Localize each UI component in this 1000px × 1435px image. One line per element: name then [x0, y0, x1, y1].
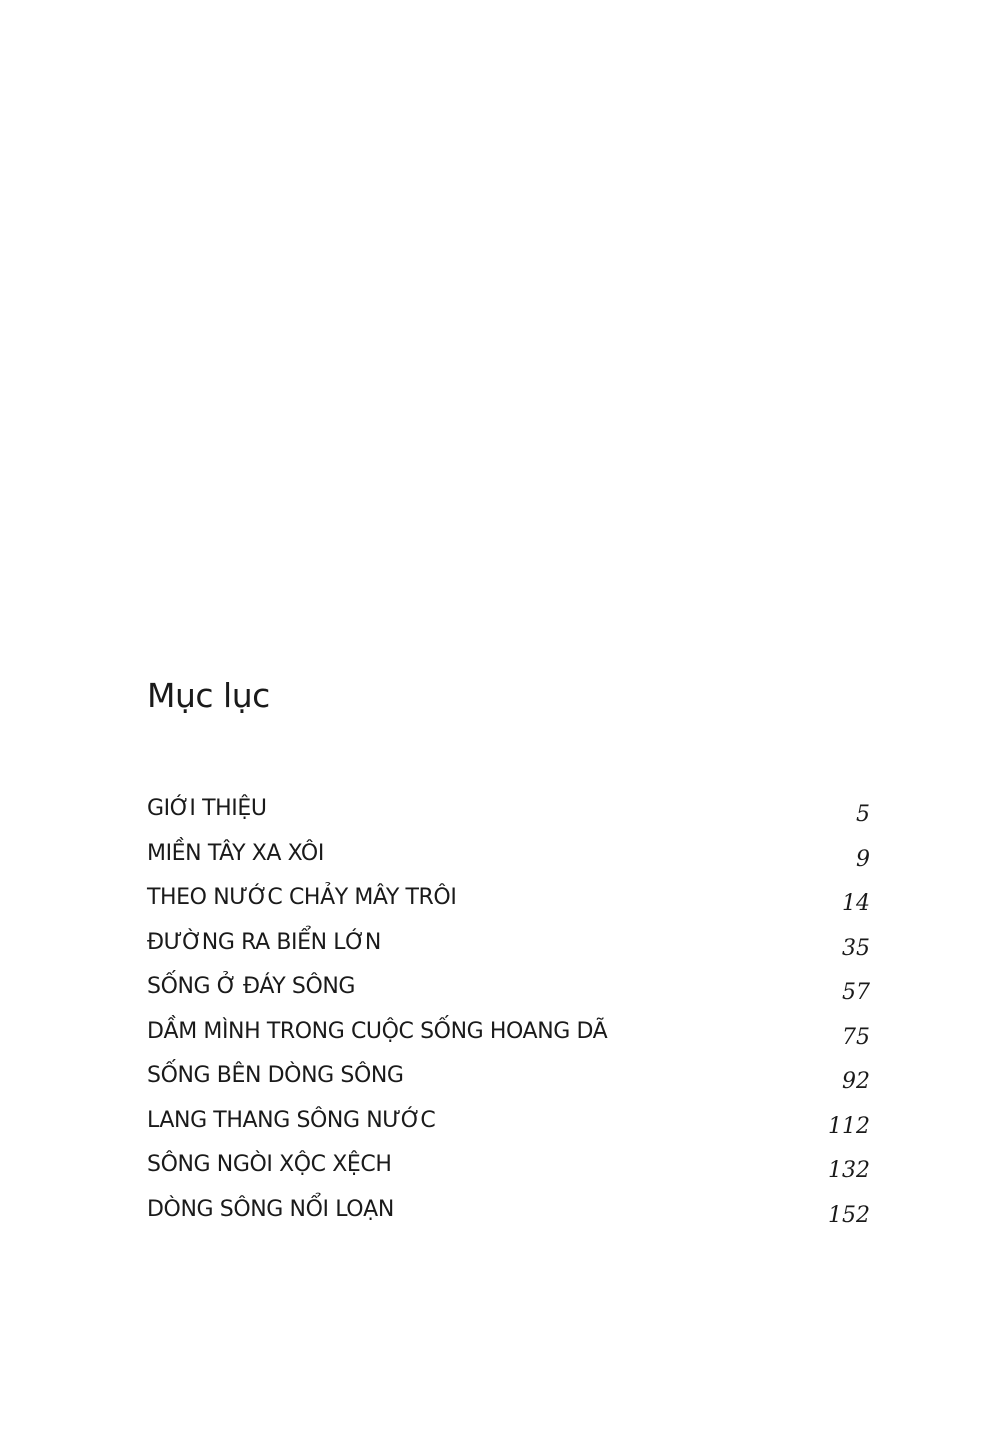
- toc-entry: [147, 1104, 870, 1149]
- toc-entry: [147, 792, 870, 837]
- toc-entry: [147, 1015, 870, 1060]
- toc-entry-title: MIỀN TÂY XA XÔI: [147, 840, 324, 866]
- toc-entry-page-number: 75: [842, 1024, 870, 1050]
- toc-entry: [147, 1059, 870, 1104]
- toc-entry-title: SÔNG NGÒI XỘC XỆCH: [147, 1152, 392, 1177]
- toc-entry: [147, 837, 870, 882]
- toc-entry-page-number: 92: [842, 1069, 870, 1094]
- toc-entry-page-number: 14: [842, 891, 870, 916]
- toc-entry-title: DẦM MÌNH TRONG CUỘC SỐNG HOANG DÃ: [147, 1018, 608, 1044]
- table-of-contents: [147, 672, 870, 1228]
- toc-entry-page-number: 5: [856, 802, 870, 827]
- toc-entry: [147, 1193, 870, 1238]
- toc-entry-title: GIỚI THIỆU: [147, 796, 267, 821]
- toc-entry: [147, 1148, 870, 1193]
- toc-entry-page-number: 9: [856, 846, 870, 872]
- toc-list: [147, 792, 870, 1237]
- toc-entry: [147, 881, 870, 926]
- toc-entry: [147, 926, 870, 971]
- toc-entry: [147, 970, 870, 1015]
- toc-entry-page-number: 132: [828, 1158, 870, 1183]
- toc-entry-title: THEO NƯỚC CHẢY MÂY TRÔI: [147, 885, 457, 910]
- toc-entry-page-number: 57: [842, 980, 870, 1005]
- toc-title: Mục lục: [147, 676, 270, 715]
- toc-entry-page-number: 112: [828, 1113, 870, 1139]
- toc-entry-title: SỐNG BÊN DÒNG SÔNG: [147, 1063, 404, 1088]
- toc-entry-title: DÒNG SÔNG NỔI LOẠN: [147, 1196, 394, 1222]
- toc-entry-page-number: 35: [842, 935, 870, 961]
- toc-entry-title: LANG THANG SÔNG NƯỚC: [147, 1107, 436, 1133]
- toc-entry-title: ĐƯỜNG RA BIỂN LỚN: [147, 929, 381, 955]
- toc-entry-title: SỐNG Ở ĐÁY SÔNG: [147, 974, 356, 999]
- toc-entry-page-number: 152: [828, 1202, 870, 1228]
